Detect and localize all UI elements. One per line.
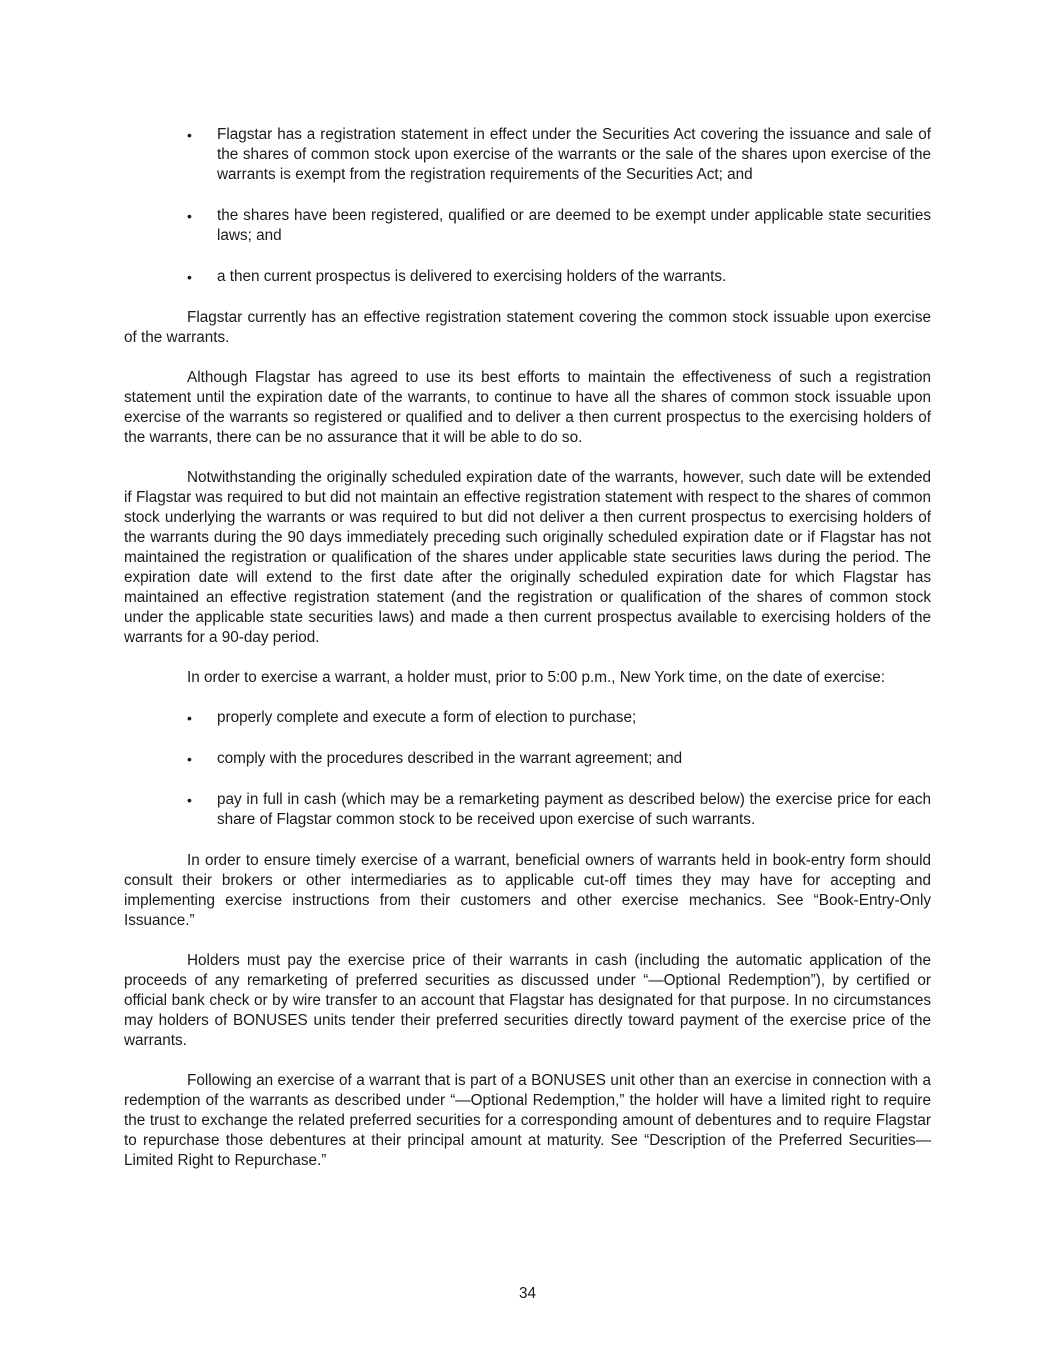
bullet-item [124,267,931,287]
bullet-item [124,206,931,246]
bullet-text: the shares have been registered, qualified or are deemed to be exempt under applicable state securities laws; and [217,207,931,244]
bullet-icon: • [187,269,192,285]
paragraph: Although Flagstar has agreed to use its best efforts to maintain the effectiveness of such a registration statement until the expiration date of the warrants, to continue to have all the shares of common stock issuable upon exercise of the warrants so registered or qualified and to deliver a then current prospectus to the exercising holders of the warrants, there can be no assurance that it will be able to do so. [124,369,931,446]
bullet-icon: • [187,208,192,224]
bullet-item [124,125,931,185]
paragraph: In order to exercise a warrant, a holder must, prior to 5:00 p.m., New York time, on the date of exercise: [187,669,886,686]
document-page [124,125,931,1171]
bullet-text: properly complete and execute a form of election to purchase; [217,709,637,726]
bullet-item [124,790,931,830]
bullet-text: a then current prospectus is delivered to exercising holders of the warrants. [217,268,727,285]
bullet-icon: • [187,751,192,767]
bullet-text: pay in full in cash (which may be a remarketing payment as described below) the exercise price for each share of Flagstar common stock to be received upon exercise of such warrants. [217,791,931,828]
bullet-item [124,749,931,769]
bullet-icon: • [187,127,192,143]
page-number: 34 [518,1285,536,1302]
paragraph: Notwithstanding the originally scheduled expiration date of the warrants, however, such date will be extended if Flagstar was required to but did not maintain an effective registration statement with respect to the shares of common stock underlying the warrants or was required to but did not deliver a then current prospectus to exercising holders of the warrants during the 90 days immediately preceding such originally scheduled expiration date or if Flagstar has not maintained the registration or qualification of the shares under applicable state securities laws during the period. The expiration date will extend to the first date after the originally scheduled expiration date for which Flagstar has maintained an effective registration statement (and the registration or qualification of the shares of common stock under the applicable state securities laws) and made a then current prospectus available to exercising holders of the warrants for a 90-day period. [124,469,931,646]
bullet-icon: • [187,792,192,808]
paragraph: Following an exercise of a warrant that is part of a BONUSES unit other than an exercise in connection with a redemption of the warrants as described under “—Optional Redemption,” the holder will have a limited right to require the trust to exchange the related preferred securities for a corresponding amount of debentures and to require Flagstar to repurchase those debentures at their principal amount at maturity. See “Description of the Preferred Securities—Limited Right to Repurchase.” [124,1072,931,1169]
bullet-text: comply with the procedures described in the warrant agreement; and [217,750,683,767]
bullet-icon: • [187,710,192,726]
paragraph: Flagstar currently has an effective registration statement covering the common stock issuable upon exercise of the warrants. [124,309,931,346]
bullet-text: Flagstar has a registration statement in effect under the Securities Act covering the issuance and sale of the shares of common stock upon exercise of the warrants or the sale of the shares upon exercise of the warrants is exempt from the registration requirements of the Securities Act; and [217,126,931,183]
paragraph: Holders must pay the exercise price of their warrants in cash (including the automatic application of the proceeds of any remarketing of preferred securities as discussed under “—Optional Redemption”), by certified or official bank check or by wire transfer to an account that Flagstar has designated for that purpose. In no circumstances may holders of BONUSES units tender their preferred securities directly toward payment of the exercise price of the warrants. [124,952,931,1049]
paragraph: In order to ensure timely exercise of a warrant, beneficial owners of warrants held in book-entry form should consult their brokers or other intermediaries as to applicable cut-off times they may have for accepting and implementing exercise instructions from their customers and other exercise mechanics. See “Book-Entry-Only Issuance.” [124,852,931,929]
bullet-item [124,708,931,728]
